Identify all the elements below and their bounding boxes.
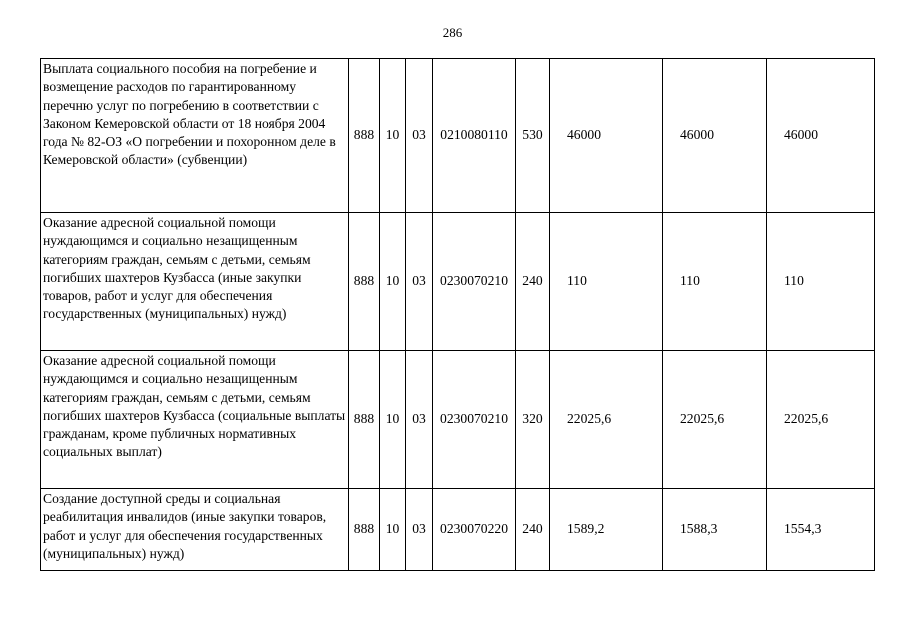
target-code: 0230070220 bbox=[433, 489, 516, 571]
expense-type-code: 530 bbox=[516, 59, 550, 213]
table-row bbox=[41, 213, 875, 351]
section-code: 10 bbox=[380, 213, 406, 351]
ministry-code: 888 bbox=[349, 213, 380, 351]
subsection-code: 03 bbox=[406, 59, 433, 213]
section-code: 10 bbox=[380, 351, 406, 489]
amount-1: 110 bbox=[550, 213, 663, 351]
row-description: Оказание адресной социальной помощи нуждающимся и социально незащищенным категориям граждан, семьям с детьми, семьям погибших шахтеров Кузбасса (иные закупки товаров, работ и услуг для обеспечения государственных (муниципальных) нужд) bbox=[41, 213, 349, 351]
subsection-code: 03 bbox=[406, 489, 433, 571]
amount-2: 22025,6 bbox=[663, 351, 767, 489]
amount-3: 46000 bbox=[767, 59, 875, 213]
amount-1: 46000 bbox=[550, 59, 663, 213]
expense-type-code: 320 bbox=[516, 351, 550, 489]
amount-2: 46000 bbox=[663, 59, 767, 213]
ministry-code: 888 bbox=[349, 59, 380, 213]
page-number: 286 bbox=[442, 25, 463, 40]
table-row bbox=[41, 59, 875, 213]
table-row bbox=[41, 489, 875, 571]
ministry-code: 888 bbox=[349, 351, 380, 489]
row-description: Создание доступной среды и социальная реабилитация инвалидов (иные закупки товаров, работ и услуг для обеспечения государственных (муниципальных) нужд) bbox=[41, 489, 349, 571]
table-row bbox=[41, 351, 875, 489]
amount-3: 22025,6 bbox=[767, 351, 875, 489]
amount-1: 1589,2 bbox=[550, 489, 663, 571]
section-code: 10 bbox=[380, 489, 406, 571]
target-code: 0230070210 bbox=[433, 213, 516, 351]
amount-1: 22025,6 bbox=[550, 351, 663, 489]
row-description: Оказание адресной социальной помощи нуждающимся и социально незащищенным категориям граждан, семьям с детьми, семьям погибших шахтеров Кузбасса (социальные выплаты гражданам, кроме публичных нормативных социальных выплат) bbox=[41, 351, 349, 489]
amount-2: 1588,3 bbox=[663, 489, 767, 571]
target-code: 0230070210 bbox=[433, 351, 516, 489]
section-code: 10 bbox=[380, 59, 406, 213]
ministry-code: 888 bbox=[349, 489, 380, 571]
target-code: 0210080110 bbox=[433, 59, 516, 213]
expense-type-code: 240 bbox=[516, 213, 550, 351]
amount-3: 110 bbox=[767, 213, 875, 351]
expense-type-code: 240 bbox=[516, 489, 550, 571]
subsection-code: 03 bbox=[406, 213, 433, 351]
subsection-code: 03 bbox=[406, 351, 433, 489]
amount-2: 110 bbox=[663, 213, 767, 351]
row-description: Выплата социального пособия на погребение и возмещение расходов по гарантированному перечню услуг по погребению в соответствии с Законом Кемеровской области от 18 ноября 2004 года № 82-ОЗ «О погребении и похоронном деле в Кемеровской области» (субвенции) bbox=[41, 59, 349, 213]
budget-table bbox=[40, 58, 875, 571]
amount-3: 1554,3 bbox=[767, 489, 875, 571]
